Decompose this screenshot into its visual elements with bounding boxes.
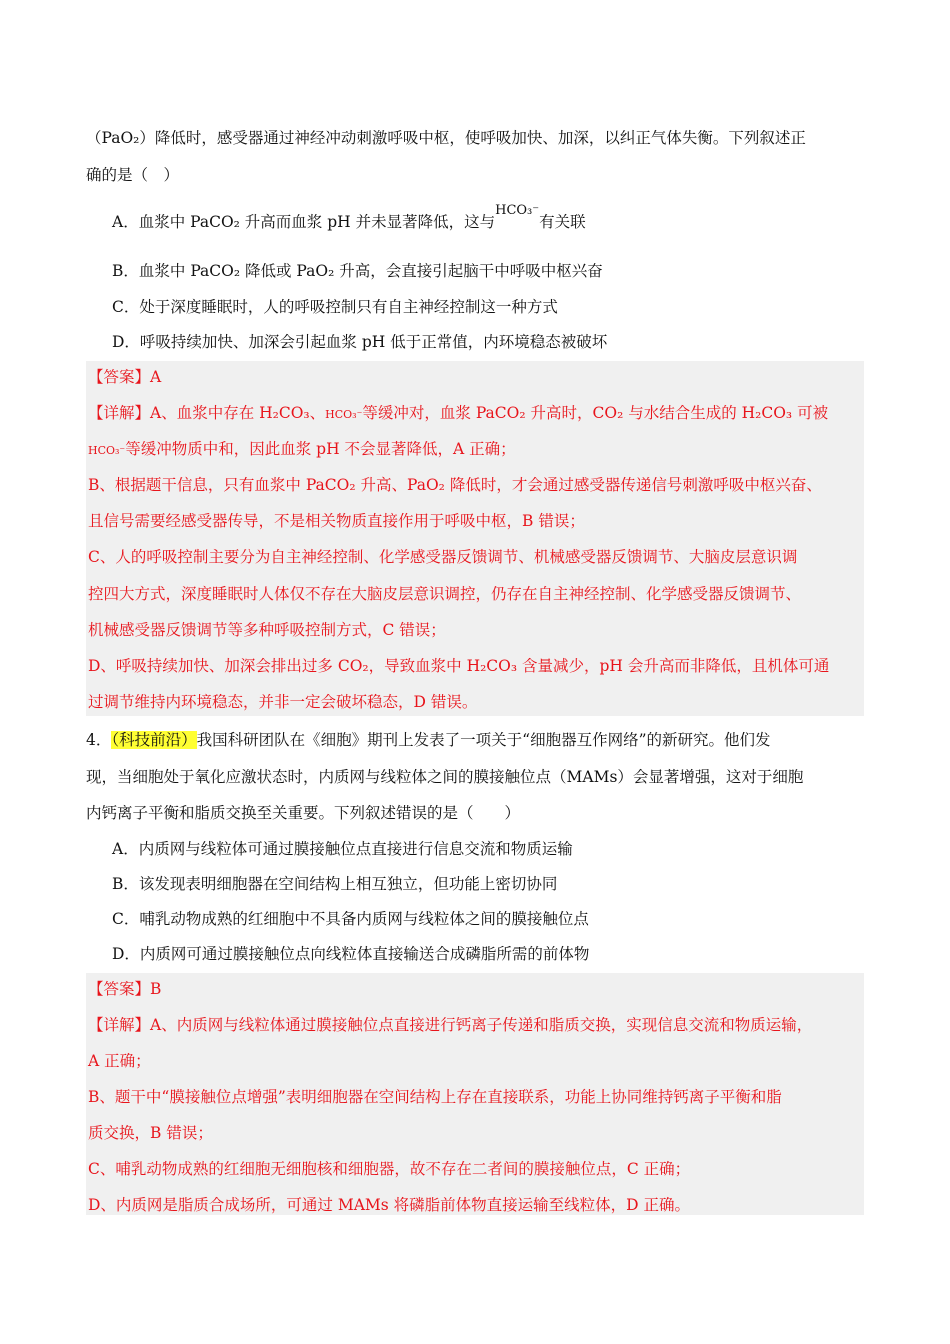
q3-explanation-line-1 xyxy=(88,403,828,425)
q3-answer: 【答案】A xyxy=(88,368,162,386)
q3-explanation-line-2-ion: HCO₃⁻ xyxy=(88,444,126,457)
q4-stem-line-1-text: 我国科研团队在《细胞》期刊上发表了一项关于“细胞器互作网络”的新研究。他们发 xyxy=(196,731,771,749)
q3-option-a-suffix: 有关联 xyxy=(539,213,586,231)
q3-explanation-line-8: D、呼吸持续加快、加深会排出过多 CO₂，导致血浆中 H₂CO₃ 含量减少，pH 会升高而非降低，且机体可通 xyxy=(88,657,830,675)
q3-explanation-line-4: 且信号需要经感受器传导，不是相关物质直接作用于呼吸中枢，B 错误； xyxy=(88,512,585,530)
q3-explanation-line-5: C、人的呼吸控制主要分为自主神经控制、化学感受器反馈调节、机械感受器反馈调节、大脑皮层意识调 xyxy=(88,548,798,566)
q3-option-a xyxy=(112,203,586,234)
q4-stem-line-1 xyxy=(86,730,771,750)
q3-option-b: B．血浆中 PaCO₂ 降低或 PaO₂ 升高，会直接引起脑干中呼吸中枢兴奋 xyxy=(112,262,603,280)
q3-stem-line-1: （PaO₂）降低时，感受器通过神经冲动刺激呼吸中枢，使呼吸加快、加深，以纠正气体失衡。下列叙述正 xyxy=(86,129,806,147)
q3-option-d: D．呼吸持续加快、加深会引起血浆 pH 低于正常值，内环境稳态被破坏 xyxy=(112,333,608,351)
q4-explanation-line-4: 质交换，B 错误； xyxy=(88,1124,213,1142)
q3-option-c: C．处于深度睡眠时，人的呼吸控制只有自主神经控制这一种方式 xyxy=(112,298,558,316)
q4-explanation-line-1: 【详解】A、内质网与线粒体通过膜接触位点直接进行钙离子传递和脂质交换，实现信息交流和物质运输， xyxy=(88,1016,813,1034)
q4-stem-line-3: 内钙离子平衡和脂质交换至关重要。下列叙述错误的是（ ） xyxy=(86,804,521,822)
q4-stem-line-2: 现，当细胞处于氧化应激状态时，内质网与线粒体之间的膜接触位点（MAMs）会显著增强，这对于细胞 xyxy=(86,768,804,786)
q4-explanation-line-6: D、内质网是脂质合成场所，可通过 MAMs 将磷脂前体物直接运输至线粒体，D 正确。 xyxy=(88,1196,691,1214)
q3-explanation-line-7: 机械感受器反馈调节等多种呼吸控制方式，C 错误； xyxy=(88,621,446,639)
q4-explanation-line-3: B、题干中“膜接触位点增强”表明细胞器在空间结构上存在直接联系，功能上协同维持钙离子平衡和脂 xyxy=(88,1088,782,1106)
q4-option-d: D．内质网可通过膜接触位点向线粒体直接输送合成磷脂所需的前体物 xyxy=(112,945,590,963)
q4-option-c: C．哺乳动物成熟的红细胞中不具备内质网与线粒体之间的膜接触位点 xyxy=(112,910,589,928)
q3-explanation-line-6: 控四大方式，深度睡眠时人体仅不存在大脑皮层意识调控，仍存在自主神经控制、化学感受器反馈调节、 xyxy=(88,585,802,603)
q4-option-a: A．内质网与线粒体可通过膜接触位点直接进行信息交流和物质运输 xyxy=(112,840,573,858)
q3-explanation-line-9: 过调节维持内环境稳态，并非一定会破坏稳态，D 错误。 xyxy=(88,693,478,711)
q3-explanation-line-2 xyxy=(88,439,516,461)
q3-explanation-line-1-suffix: 等缓冲对，血浆 PaCO₂ 升高时，CO₂ 与水结合生成的 H₂CO₃ 可被 xyxy=(362,404,829,422)
q3-explanation-line-3: B、根据题干信息，只有血浆中 PaCO₂ 升高、PaO₂ 降低时，才会通过感受器传递信号刺激呼吸中枢兴奋、 xyxy=(88,476,822,494)
q4-answer: 【答案】B xyxy=(88,980,162,998)
q4-option-b: B．该发现表明细胞器在空间结构上相互独立，但功能上密切协同 xyxy=(112,875,558,893)
q4-tag-badge: （科技前沿） xyxy=(111,731,197,749)
q3-explanation-line-2-text: 等缓冲物质中和，因此血浆 pH 不会显著降低，A 正确； xyxy=(125,440,516,458)
q3-stem-line-2: 确的是（ ） xyxy=(86,166,180,184)
q3-option-a-text: A．血浆中 PaCO₂ 升高而血浆 pH 并未显著降低，这与 xyxy=(112,213,496,231)
q3-explanation-line-1-ion: HCO₃⁻ xyxy=(325,408,363,421)
q3-explanation-line-1-text: 【详解】A、血浆中存在 H₂CO₃、 xyxy=(88,404,326,422)
q4-explanation-line-5: C、哺乳动物成熟的红细胞无细胞核和细胞器，故不存在二者间的膜接触位点，C 正确； xyxy=(88,1160,691,1178)
q4-explanation-line-2: A 正确； xyxy=(88,1052,151,1070)
q4-number: 4． xyxy=(86,731,112,749)
q3-option-a-ion: HCO₃⁻ xyxy=(495,203,540,218)
